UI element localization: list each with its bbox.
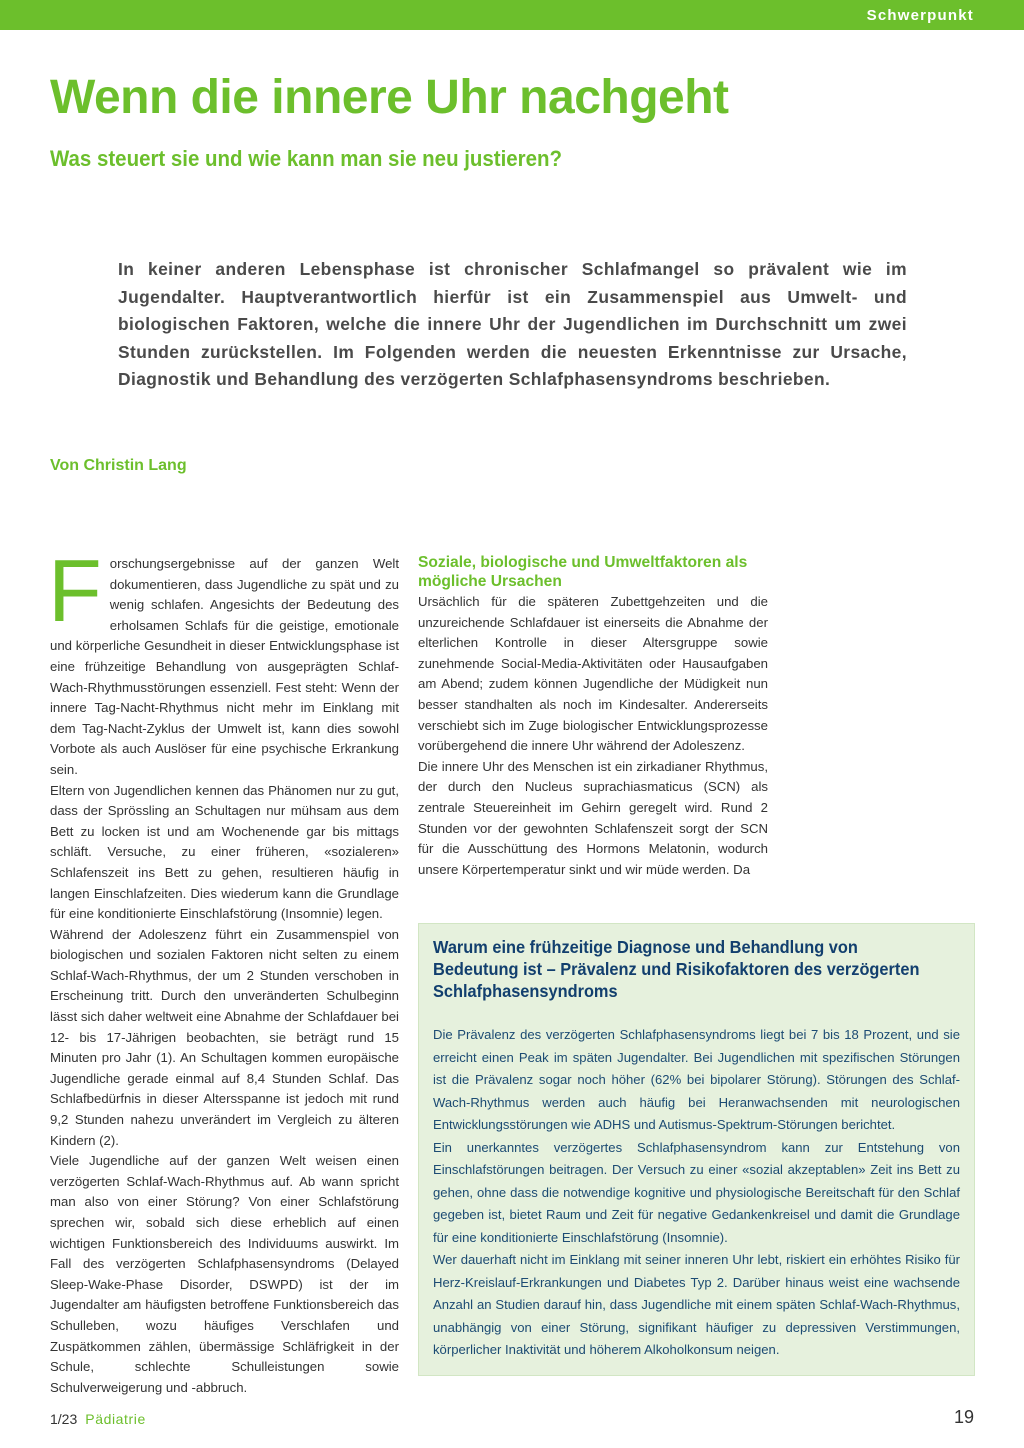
section-header-bar [0,0,1024,30]
paragraph: Die innere Uhr des Menschen ist ein zirkadianer Rhythmus, der durch den Nucleus suprachiasmaticus (SCN) als zentrale Steuereinheit im Gehirn geregelt wird. Rund 2 Stunden vor der gewohnten Schlafenszeit sorgt der SCN für die Ausschüttung des Hormons Melatonin, wodurch unsere Körpertemperatur sinkt und wir müde werden. Da [418,758,768,877]
body-column-right [418,553,768,880]
footer-issue [50,1411,146,1427]
paragraph: Während der Adoleszenz führt ein Zusammenspiel von biologischen und sozialen Faktoren nicht selten zu einem Schlaf-Wach-Rhythmus, der um 2 Stunden verschoben in Erscheinung tritt. Durch den unveränderten Schulbeginn lässt sich daher weltweit eine Abnahme der Schlafdauer bei 12- bis 17-Jährigen beobachten, sie beträgt rund 15 Minuten pro Jahr (1). An Schultagen kommen europäische Jugendliche gerade einmal auf 8,4 Stunden Schlaf. Das Schlafbedürfnis in dieser Altersspanne ist jedoch mit rund 9,2 Stunden nahezu unverändert im Vergleich zu älteren Kindern (2). [50,926,399,1148]
body-column-left [48,541,399,1398]
author-byline: Von Christin Lang [50,457,187,474]
paragraph: Viele Jugendliche auf der ganzen Welt weisen einen verzögerten Schlaf-Wach-Rhythmus auf. Ab wann spricht man also von einer Störung? Von einer Schlafstörung sprechen wir, sobald sich diese erheblich auf einen wichtigen Funktionsbereich des Individuums auswirkt. Im Fall des verzögerten Schlafphasensyndroms (Delayed Sleep-Wake-Phase Disorder, DSWPD) ist der im Jugendalter am häufigsten betroffene Funktionsbereich das Schulleben, wozu häufiges Verschlafen und Zuspätkommen zählen, übermässige Schläfrigkeit in der Schule, schlechte Schulleistungen sowie Schulverweigerung und -abbruch. [50,1153,399,1395]
info-box-heading: Warum eine frühzeitige Diagnose und Behandlung von Bedeutung ist – Prävalenz und Risikofaktoren des verzögerten Schlafphasensyndroms [433,937,920,1001]
paragraph: Wer dauerhaft nicht im Einklang mit seiner inneren Uhr lebt, riskiert ein erhöhtes Risiko für Herz-Kreislauf-Erkrankungen und Diabetes Typ 2. Darüber hinaus weist eine wachsende Anzahl an Studien darauf hin, dass Jugendliche mit einem späten Schlaf-Wach-Rhythmus, unabhängig von einer Störung, signifikant häufiger zu depressiven Verstimmungen, körperlicher Inaktivität und höherem Alkoholkonsum neigen. [433,1252,960,1357]
section-heading: Soziale, biologische und Umweltfaktoren als mögliche Ursachen [418,554,748,590]
article-title: Wenn die innere Uhr nachgeht [50,71,729,124]
magazine-name: Pädiatrie [85,1411,146,1427]
page-number: 19 [953,1407,974,1427]
article-lead: In keiner anderen Lebensphase ist chronischer Schlafmangel so prävalent wie im Jugendalter. Hauptverantwortlich hierfür ist ein Zusammenspiel aus Umwelt- und biologischen Faktoren, welche die innere Uhr der Jugendlichen im Durchschnitt um zwei Stunden zurückstellen. Im Folgenden werden die neuesten Erkenntnisse zur Ursache, Diagnostik und Behandlung des verzögerten Schlafphasensyndroms beschrieben. [118,259,907,389]
info-box [418,923,975,1376]
paragraph: Die Prävalenz des verzögerten Schlafphasensyndroms liegt bei 7 bis 18 Prozent, und sie erreicht einen Peak im späten Jugendalter. Bei Jugendlichen mit spezifischen Störungen ist die Prävalenz sogar noch höher (62% bei bipolarer Störung). Störungen des Schlaf-Wach-Rhythmus werden auch häufig bei Heranwachsenden mit neurologischen Entwicklungsstörungen wie ADHS und Autismus-Spektrum-Störungen berichtet. [433,1027,960,1132]
paragraph [48,541,399,781]
issue-number: 1/23 [50,1411,78,1427]
paragraph: Ein unerkanntes verzögertes Schlafphasensyndrom kann zur Entstehung von Einschlafstörungen beitragen. Der Versuch zu einer «sozial akzeptablen» Zeit ins Bett zu gehen, ohne dass die notwendige kognitive und physiologische Bereitschaft für den Schlaf gegeben ist, bietet Raum und Zeit für negative Gedankenkreisel und damit die Grundlage für eine konditionierte Einschlafstörung (Insomnie). [433,1139,960,1245]
paragraph-text: orschungsergebnisse auf der ganzen Welt dokumentieren, dass Jugendliche zu spät und zu wenig schlafen. Angesichts der Bedeutung des erholsamen Schlafs für die geistige, emotionale und körperliche Gesundheit in dieser Entwicklungsphase ist eine frühzeitige Behandlung von ausgeprägten Schlaf-Wach-Rhythmusstörungen essenziell. Fest steht: Wenn der innere Tag-Nacht-Rhythmus nicht mehr im Einklang mit dem Tag-Nacht-Zyklus der Umwelt ist, kann dies sowohl Vorbote als auch Auslöser für eine psychische Erkrankung sein. [50,556,399,777]
article-subtitle: Was steuert sie und wie kann man sie neu justieren? [50,146,563,171]
paragraph: Eltern von Jugendlichen kennen das Phänomen nur zu gut, dass der Sprössling an Schultagen nur mühsam aus dem Bett zu locken ist und am Wochenende gar bis mittags schläft. Versuche, zu einer früheren, «sozialeren» Schlafenszeit ins Bett zu gehen, resultieren häufig in langen Einschlafzeiten. Dies wiederum kann die Grundlage für eine konditionierte Einschlafstörung (Insomnie) legen. [50,782,399,922]
info-box-body [433,1024,960,1362]
drop-cap: F [48,541,102,640]
paragraph: Ursächlich für die späteren Zubettgehzeiten und die unzureichende Schlafdauer ist einerseits die Abnahme der elterlichen Kontrolle in dieser Altersgruppe sowie zunehmende Social-Media-Aktivitäten oder Hausaufgaben am Abend; zudem können Jugendliche der Müdigkeit nun besser standhalten als noch im Kindesalter. Andererseits verschiebt sich im Zuge biologischer Entwicklungsprozesse vorübergehend die innere Uhr während der Adoleszenz. [418,594,768,754]
section-label: Schwerpunkt [866,7,974,24]
